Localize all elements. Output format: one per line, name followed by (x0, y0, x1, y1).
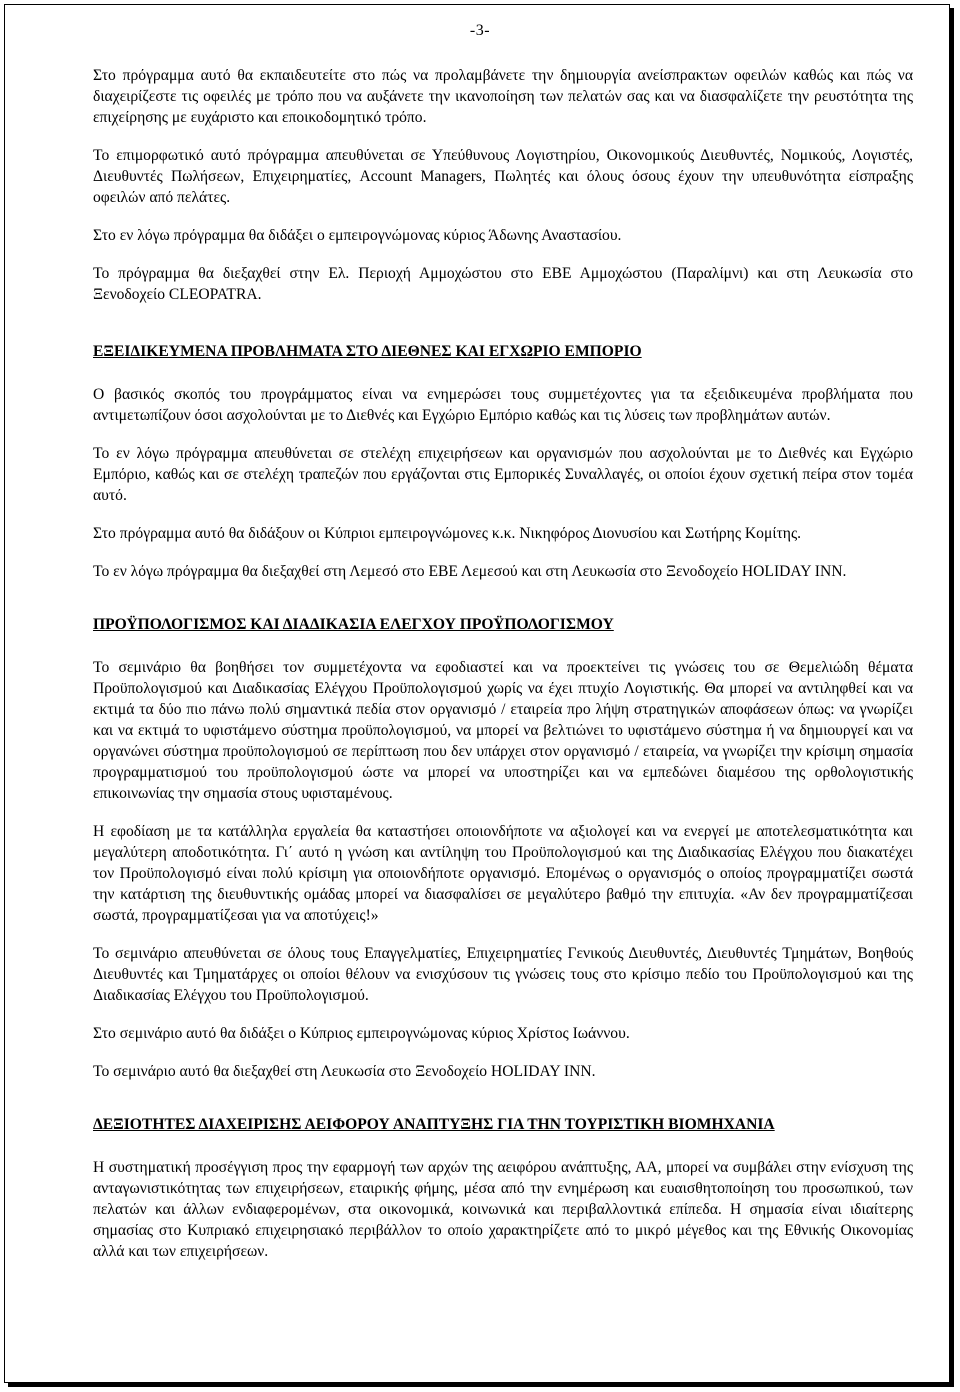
paragraph: Η εφοδίαση με τα κατάλληλα εργαλεία θα καταστήσει οποιονδήποτε να αξιολογεί και να ενεργεί με αποτελεσματικότητα και μεγαλύτερη αποδοτικότητα. Γι΄ αυτό η γνώση και αντίληψη του Προϋπολογισμού και της Διαδικασίας Ελέγχου που διακατέχει τον Προϋπολογισμό είναι πολύ κρίσιμη για οποιονδήποτε οργανισμό. Επομένως ο οργανισμός ο οποίος προγραμματίζει σωστά την κατάρτιση της διευθυντικής ομάδας μπορεί να διασφαλίσει σε μεγαλύτερο βαθμό την επιτυχία. «Αν δεν προγραμματίζεσαι σωστά, προγραμματίζεσαι για να αποτύχεις!» (93, 823, 913, 924)
paragraph: Το εν λόγω πρόγραμμα θα διεξαχθεί στη Λεμεσό στο ΕΒΕ Λεμεσού και στη Λευκωσία στο Ξενοδοχείο HOLIDAY INN. (93, 563, 847, 580)
paragraph: Το πρόγραμμα θα διεξαχθεί στην Ελ. Περιοχή Αμμοχώστου στο ΕΒΕ Αμμοχώστου (Παραλίμνι) και στη Λευκωσία στο Ξενοδοχείο CLEOPATRA. (93, 265, 913, 303)
section-heading: ΠΡΟΫΠΟΛΟΓΙΣΜΟΣ ΚΑΙ ΔΙΑΔΙΚΑΣΙΑ ΕΛΕΓΧΟΥ ΠΡΟΫΠΟΛΟΓΙΣΜΟΥ (93, 616, 614, 633)
section-sustainable-tourism (93, 1114, 913, 1262)
paragraph: Στο πρόγραμμα αυτό θα διδάξουν οι Κύπριοι εμπειρογνώμονες κ.κ. Νικηφόρος Διονυσίου και Σωτήρης Κομίτης. (93, 525, 802, 542)
paragraph: Το εν λόγω πρόγραμμα απευθύνεται σε στελέχη επιχειρήσεων και οργανισμών που ασχολούνται με το Διεθνές και Εγχώριο Εμπόριο, καθώς και σε στελέχη τραπεζών που εργάζονται στις Εμπορικές Συναλλαγές, οι οποίοι έχουν σχετική πείρα στον τομέα αυτό. (93, 445, 913, 504)
section-heading: ΔΕΞΙΟΤΗΤΕΣ ΔΙΑΧΕΙΡΙΣΗΣ ΑΕΙΦΟΡΟΥ ΑΝΑΠΤΥΞΗΣ ΓΙΑ ΤΗΝ ΤΟΥΡΙΣΤΙΚΗ ΒΙΟΜΗΧΑΝΙΑ (93, 1116, 775, 1133)
paragraph: Στο σεμινάριο αυτό θα διδάξει ο Κύπριος εμπειρογνώμονας κύριος Χρίστος Ιωάννου. (93, 1025, 630, 1042)
paragraph: Η συστηματική προσέγγιση προς την εφαρμογή των αρχών της αειφόρου ανάπτυξης, ΑΑ, μπορεί να συμβάλει στην ενίσχυση της ανταγωνιστικότητας των επιχειρήσεων, εταιρικής φήμης, μέσα από την ενημέρωση και ευαισθητοποίηση του προσωπικού, των πελατών και άλλων ενδιαφερομένων, στα οικονομικά, κοινωνικά και περιβαλλοντικά επίπεδα. Η σημασία είναι ιδιαίτερης σημασίας στο Κυπριακό επιχειρησιακό περιβάλλον το οποίο χαρακτηρίζετε από το μικρό μέγεθος και της Εθνικής Οικονομίας αλλά και των επιχειρήσεων. (93, 1159, 913, 1260)
paragraph: Το σεμινάριο απευθύνεται σε όλους τους Επαγγελματίες, Επιχειρηματίες Γενικούς Διευθυντές, Διευθυντές Τμημάτων, Βοηθούς Διευθυντές και Τμηματάρχες οι οποίοι θέλουν να ενισχύσουν τις γνώσεις τους στο κρίσιμο πεδίο του Προϋπολογισμού και της Διαδικασίας Ελέγχου του Προϋπολογισμού. (93, 945, 913, 1004)
paragraph: Στο πρόγραμμα αυτό θα εκπαιδευτείτε στο πώς να προλαμβάνετε την δημιουργία ανείσπρακτων οφειλών καθώς και πώς να διαχειρίζεστε τις οφειλές με τρόπο που να αυξάνετε την ικανοποίηση των πελατών σας και να διασφαλίζετε την ρευστότητα της επιχείρησης με ευχάριστο και εποικοδομητικό τρόπο. (93, 67, 913, 126)
document-body (93, 65, 913, 1279)
paragraph: Ο βασικός σκοπός του προγράμματος είναι να ενημερώσει τους συμμετέχοντες για τα εξειδικευμένα προβλήματα που αντιμετωπίζουν όσοι ασχολούνται με το Διεθνές και Εγχώριο Εμπόριο καθώς και τις λύσεις των προβλημάτων αυτών. (93, 386, 913, 424)
section-budgeting (93, 614, 913, 1082)
page-number: -3- (469, 22, 491, 39)
section-heading: ΕΞΕΙΔΙΚΕΥΜΕΝΑ ΠΡΟΒΛΗΜΑΤΑ ΣΤΟ ΔΙΕΘΝΕΣ ΚΑΙ ΕΓΧΩΡΙΟ ΕΜΠΟΡΙΟ (93, 343, 642, 360)
paragraph: Το σεμινάριο θα βοηθήσει τον συμμετέχοντα να εφοδιαστεί και να προεκτείνει τις γνώσεις του σε Θεμελιώδη θέματα Προϋπολογισμού και Διαδικασίας Ελέγχου Προϋπολογισμού χωρίς να έχει πτυχίο Λογιστικής. Θα μπορεί να αντιληφθεί και να εκτιμά τα δύο πιο πάνω πολύ σημαντικά πεδία στον οργανισμό / εταιρεία προ λήψη στρατηγικών αποφάσεων όπως: να γνωρίζει και να εκτιμά το υφιστάμενο σύστημα προϋπολογισμού, να μπορεί να βελτιώνει το υφιστάμενο σύστημα ή να δημιουργεί και να οργανώνει σύστημα προϋπολογισμού σε περίπτωση που δεν υπάρχει στον οργανισμό / εταιρεία, να γνωρίζει την κρίσιμη σημασία προγραμματισμού του προϋπολογισμού ώστε να μπορεί να υποστηρίζει και να εμπεδώνει διαμέσου της ορθολογιστικής επικοινωνίας την σημασία στους υφισταμένους. (93, 659, 913, 802)
section-international-trade (93, 341, 913, 582)
intro-section (93, 65, 913, 305)
paragraph: Το σεμινάριο αυτό θα διεξαχθεί στη Λευκωσία στο Ξενοδοχείο HOLIDAY INN. (93, 1063, 596, 1080)
paragraph: Στο εν λόγω πρόγραμμα θα διδάξει ο εμπειρογνώμονας κύριος Άδωνης Αναστασίου. (93, 227, 622, 244)
paragraph: Το επιμορφωτικό αυτό πρόγραμμα απευθύνεται σε Υπεύθυνους Λογιστηρίου, Οικονομικούς Διευθυντές, Νομικούς, Λογιστές, Διευθυντές Πωλήσεων, Επιχειρηματίες, Account Managers, Πωλητές και όλους όσους έχουν την υπευθυνότητα είσπραξης οφειλών από πελάτες. (93, 147, 913, 206)
